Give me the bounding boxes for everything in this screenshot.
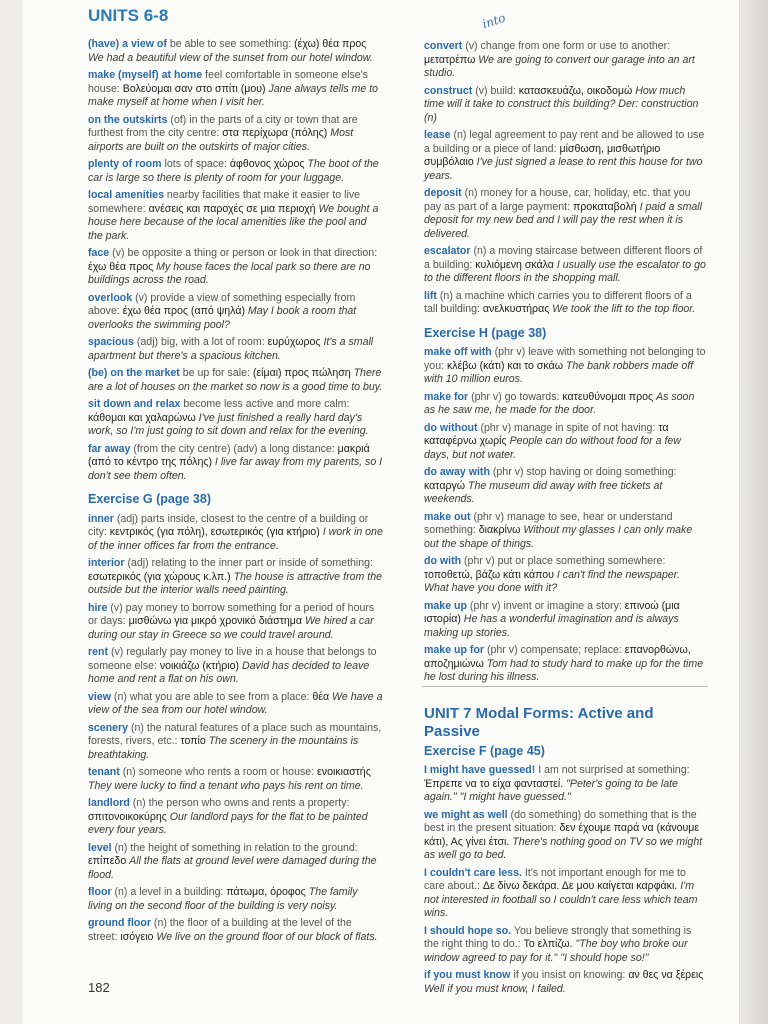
entry-greek: νοικιάζω (κτήριο)	[159, 659, 240, 672]
entry-term: scenery	[88, 721, 129, 734]
entry-term: do without	[424, 421, 478, 434]
entry-definition: (n) the person who owns and rents a property:	[129, 797, 350, 809]
entry-example: "Peter's going to be late again." "I might have guessed."	[424, 777, 678, 803]
exercise-g-heading: Exercise G (page 38)	[88, 492, 211, 506]
units-title: UNITS 6-8	[88, 6, 169, 25]
book-spine	[740, 0, 768, 1024]
entry-definition: (n) a level in a building:	[111, 886, 227, 898]
entry-greek: διακρίνω	[478, 524, 521, 536]
entry-definition: (phr v) put or place something somewhere:	[461, 555, 666, 567]
entry-greek: προκαταβολή	[573, 200, 637, 213]
entry-definition: (n) a machine which carries you to different floors of a tall building:	[424, 289, 692, 315]
entry-example: Well if you must know, I failed.	[424, 982, 566, 995]
entry-example: I live far away from my parents, so I don't see them often.	[88, 456, 383, 482]
glossary-entry	[88, 886, 384, 913]
entry-example: All the flats at ground level were damaged during the flood.	[88, 855, 377, 881]
entry-example: Most airports are built on the outskirts of major cities.	[88, 127, 354, 153]
entry-example: I can't find the newspaper. What have you done with it?	[424, 568, 680, 594]
entry-example: We bought a house here because of the local amenities like the pool and the park.	[88, 202, 379, 242]
entry-greek: ευρύχωρος	[267, 336, 321, 348]
glossary-entry	[424, 809, 706, 863]
entry-example: David has decided to leave home and rent a flat on his own.	[88, 659, 370, 685]
entry-example: We are going to convert our garage into an art studio.	[424, 53, 695, 79]
entry-example: May I book a room that overlooks the swimming pool?	[88, 305, 357, 331]
glossary-entry	[424, 644, 706, 685]
entry-greek: μετατρέπω	[424, 53, 476, 66]
entry-term: interior	[88, 557, 125, 569]
entry-term: (be) on the market	[88, 367, 180, 379]
entry-greek: (έχω) θέα προς	[294, 38, 367, 50]
glossary-entry	[88, 797, 384, 838]
entry-definition: (phr v) stop having or doing something:	[489, 466, 677, 478]
entry-definition: lots of space:	[161, 158, 230, 170]
entry-term: overlook	[88, 291, 133, 304]
entry-example: "The boy who broke our window agreed to pay for it." "I should hope so!"	[424, 938, 688, 964]
glossary-entry	[424, 290, 706, 317]
entry-definition: I am not surprised at something:	[535, 764, 690, 776]
glossary-entry	[424, 129, 706, 183]
glossary-entry	[88, 557, 384, 598]
entry-example: The house is attractive from the outside but the interior walls need painting.	[88, 570, 382, 596]
entry-definition: (phr v) leave with something not belonging to you:	[424, 346, 706, 372]
entry-definition: (adj) parts inside, closest to the centre of a building or city:	[88, 512, 369, 538]
entry-definition: (from the city centre) (adv) a long distance:	[130, 442, 338, 455]
glossary-entry	[88, 158, 384, 185]
entry-greek: εσωτερικός (για χώρους κ.λπ.)	[88, 570, 231, 583]
entry-term: level	[88, 841, 112, 854]
entry-term: do away with	[424, 466, 490, 478]
entry-greek: μίσθωση, μισθωτήριο συμβόλαιο	[424, 142, 661, 168]
glossary-entry	[424, 85, 706, 126]
entry-definition: (v) be opposite a thing or person or look in that direction:	[109, 247, 378, 259]
entry-example: How much time will it take to construct this building? Der: construction (n)	[424, 84, 699, 124]
glossary-entry	[88, 114, 384, 155]
entry-greek: ανελκυστήρας	[482, 303, 550, 315]
entry-example: We hired a car during our stay in Greece so we could travel around.	[88, 615, 374, 641]
entry-definition: (phr v) compensate; replace:	[484, 644, 625, 656]
glossary-entry	[424, 600, 706, 641]
entry-definition: if you insist on knowing:	[510, 969, 629, 981]
glossary-entry	[424, 391, 706, 418]
entry-example: Without my glasses I can only make out the shape of things.	[424, 524, 693, 550]
entry-term: make up for	[424, 644, 485, 656]
entry-greek: επινοώ (μια ιστορία)	[424, 599, 680, 625]
entry-greek: θέα	[312, 690, 330, 703]
entry-definition: (phr v) invent or imagine a story:	[466, 599, 625, 612]
entry-term: make (myself) at home	[88, 69, 203, 81]
entry-definition: (of) in the parts of a city or town that are furthest from the city centre:	[88, 113, 358, 139]
page-number: 182	[88, 980, 110, 995]
glossary-entry	[88, 766, 384, 793]
right-entries-a	[424, 40, 706, 317]
left-column	[88, 38, 384, 948]
entry-definition: You believe strongly that something is the right thing to do.:	[424, 924, 692, 950]
entry-definition: (n) a moving staircase between different floors of a building:	[424, 245, 703, 271]
entry-term: if you must know	[424, 969, 511, 981]
entry-example: The bank robbers made off with 10 million euros.	[424, 359, 694, 385]
entry-example: We had a beautiful view of the sunset from our hotel window.	[88, 51, 373, 64]
entry-definition: It's not important enough for me to care about.:	[424, 866, 686, 892]
right-entries-c	[424, 764, 706, 996]
entry-greek: επανορθώνω, αποζημιώνω	[424, 644, 691, 670]
entry-greek: Έπρεπε να το είχα φανταστεί.	[424, 777, 564, 790]
entry-term: deposit	[424, 187, 462, 199]
glossary-entry	[424, 867, 706, 921]
entry-greek: άφθονος χώρος	[229, 158, 305, 170]
entry-example: Jane always tells me to make myself at home when I visit her.	[88, 82, 379, 108]
entry-term: lease	[424, 129, 451, 141]
entry-greek: δεν έχουμε παρά να (κάνουμε κάτι), Ας γίνει έτσι.	[424, 822, 700, 848]
glossary-entry	[88, 69, 384, 110]
entry-example: I'm not interested in football so I couldn't care less which team wins.	[424, 880, 698, 919]
entry-example: As soon as he saw me, he made for the door.	[424, 390, 695, 416]
entry-definition: (phr v) go towards:	[468, 390, 563, 403]
glossary-entry	[88, 38, 384, 65]
entry-example: There are a lot of houses on the market so now is a good time to buy.	[88, 367, 383, 393]
entry-definition: (n) someone who rents a room or house:	[119, 766, 318, 778]
entry-example: I've just signed a lease to rent this house for two years.	[424, 156, 703, 182]
left-entries-b	[88, 513, 384, 945]
entry-term: we might as well	[424, 808, 508, 821]
entry-greek: στα περίχωρα (πόλης)	[222, 127, 328, 139]
entry-example: It's a small apartment but there's a spacious kitchen.	[88, 336, 374, 362]
entry-example: We have a view of the sea from our hotel window.	[88, 690, 383, 716]
entry-example: I paid a small deposit for my new bed and I will pay the rest when it is delivered.	[424, 200, 703, 240]
entry-greek: πάτωμα, όροφος	[226, 886, 306, 898]
glossary-entry	[424, 555, 706, 596]
entry-example: There's nothing good on TV so we might as well go to bed.	[424, 835, 703, 861]
entry-term: make for	[424, 390, 469, 403]
entry-term: (have) a view of	[88, 38, 167, 50]
entry-greek: κατευθύνομαι προς	[562, 390, 654, 403]
entry-greek: ενοικιαστής	[317, 766, 371, 778]
entry-greek: ισόγειο	[120, 930, 154, 943]
entry-example: The boot of the car is large so there is plenty of room for your luggage.	[88, 158, 379, 184]
entry-term: I couldn't care less.	[424, 866, 522, 879]
glossary-entry	[88, 646, 384, 687]
glossary-entry	[88, 189, 384, 243]
entry-definition: (adj) big, with a lot of room:	[133, 336, 268, 348]
entry-greek: μακριά (από το κέντρο της πόλης)	[88, 442, 370, 468]
entry-example: The museum did away with free tickets at weekends.	[424, 479, 663, 505]
entry-example: My house faces the local park so there are no buildings across the road.	[88, 260, 371, 286]
entry-example: They were lucky to find a tenant who pays his rent on time.	[88, 779, 364, 792]
glossary-entry	[424, 925, 706, 966]
entry-term: rent	[88, 646, 109, 658]
glossary-entry	[424, 764, 706, 805]
entry-term: convert	[424, 40, 463, 52]
entry-greek: Δε δίνω δεκάρα. Δε μου καίγεται καρφάκι.	[482, 880, 678, 892]
glossary-entry	[424, 245, 706, 286]
entry-greek: κεντρικός (για πόλη), εσωτερικός (για κτήριο)	[109, 526, 320, 538]
entry-example: The scenery in the mountains is breathtaking.	[88, 735, 359, 761]
entry-term: view	[88, 690, 111, 703]
entry-greek: έχω θέα προς	[88, 260, 154, 273]
glossary-entry	[88, 367, 384, 394]
glossary-entry	[88, 691, 384, 718]
entry-term: floor	[88, 886, 112, 898]
entry-greek: κάθομαι και χαλαρώνω	[88, 411, 196, 424]
glossary-entry	[88, 513, 384, 554]
entry-example: I work in one of the inner offices far from the entrance.	[88, 526, 383, 552]
entry-term: I should hope so.	[424, 924, 512, 937]
glossary-entry	[424, 40, 706, 81]
entry-definition: (v) change from one form or use to another:	[462, 40, 671, 52]
glossary-entry	[424, 969, 706, 996]
entry-term: inner	[88, 512, 114, 525]
entry-greek: κλέβω (κάτι) και το σκάω	[446, 359, 563, 372]
entry-term: face	[88, 247, 110, 259]
entry-example: Tom had to study hard to make up for the time he lost during his illness.	[424, 657, 704, 683]
unit-separator	[422, 686, 708, 687]
entry-term: on the outskirts	[88, 113, 168, 126]
left-entries-a	[88, 38, 384, 483]
entry-term: escalator	[424, 245, 471, 257]
entry-definition: become less active and more calm:	[180, 398, 350, 410]
right-column	[424, 40, 706, 1000]
glossary-entry	[424, 511, 706, 552]
entry-definition: (n) the height of something in relation to the ground:	[111, 841, 358, 854]
entry-term: make up	[424, 599, 467, 612]
entry-definition: (v) build:	[472, 84, 519, 97]
entry-greek: επίπεδο	[88, 855, 127, 867]
entry-greek: μισθώνω για μικρό χρονικό διάστημα	[128, 615, 302, 627]
entry-example: People can do without food for a few days, but not water.	[424, 435, 681, 461]
entry-definition: (phr v) manage to see, hear or understand something:	[424, 510, 673, 536]
entry-definition: be able to see something:	[166, 38, 295, 50]
entry-term: tenant	[88, 766, 120, 778]
entry-definition: (v) regularly pay money to live in a house that belongs to someone else:	[88, 646, 377, 672]
entry-term: construct	[424, 84, 473, 97]
glossary-entry	[88, 842, 384, 883]
glossary-entry	[88, 722, 384, 763]
unit7-heading: UNIT 7 Modal Forms: Active and Passive	[424, 704, 654, 740]
entry-term: spacious	[88, 336, 134, 348]
glossary-entry	[88, 292, 384, 333]
entry-definition: (v) provide a view of something especially from above:	[88, 291, 356, 317]
entry-greek: έχω θέα προς (από ψηλά)	[122, 305, 245, 317]
glossary-entry	[88, 336, 384, 363]
entry-greek: τα καταφέρνω χωρίς	[424, 421, 669, 447]
entry-definition: feel comfortable in someone else's house:	[88, 69, 368, 95]
entry-definition: be up for sale:	[179, 367, 253, 379]
entry-definition: (v) pay money to borrow something for a period of hours or days:	[88, 601, 375, 627]
entry-definition: (n) money for a house, car, holiday, etc. that you pay as part of a large payment:	[424, 187, 691, 213]
entry-greek: κυλιόμενη σκάλα	[475, 258, 554, 271]
entry-example: I've just finished a really hard day's work, so I'm just going to sit down and relax for the evening.	[88, 411, 369, 437]
entry-term: lift	[424, 289, 437, 302]
entry-definition: (n) the natural features of a place such as mountains, forests, rivers, etc.:	[88, 721, 382, 747]
glossary-entry	[424, 187, 706, 241]
entry-example: Our landlord pays for the flat to be painted every four years.	[88, 810, 368, 836]
glossary-entry	[424, 346, 706, 387]
glossary-entry	[88, 917, 384, 944]
entry-definition: (n) what you are able to see from a place:	[110, 690, 313, 703]
entry-term: far away	[88, 442, 131, 455]
entry-definition: nearby facilities that make it easier to live somewhere:	[88, 189, 361, 215]
entry-term: make off with	[424, 346, 492, 358]
entry-term: hire	[88, 601, 108, 614]
entry-term: local amenities	[88, 189, 164, 201]
entry-definition: (n) the floor of a building at the level of the street:	[88, 917, 352, 943]
entry-greek: Το ελπίζω.	[523, 938, 573, 950]
entry-term: I might have guessed!	[424, 764, 536, 776]
handwritten-annotation: into	[480, 10, 508, 32]
glossary-entry	[88, 602, 384, 643]
glossary-entry	[88, 443, 384, 484]
entry-term: make out	[424, 510, 471, 523]
entry-greek: κατασκευάζω, οικοδομώ	[518, 84, 633, 97]
entry-term: do with	[424, 555, 462, 567]
entry-term: landlord	[88, 797, 130, 809]
entry-greek: τοπίο	[180, 735, 206, 747]
entry-greek: (είμαι) προς πώληση	[252, 367, 351, 379]
glossary-entry	[88, 247, 384, 288]
entry-example: We took the lift to the top floor.	[549, 303, 696, 315]
entry-term: ground floor	[88, 917, 151, 929]
entry-term: plenty of room	[88, 158, 162, 170]
entry-example: We live on the ground floor of our block of flats.	[153, 930, 378, 943]
entry-example: He has a wonderful imagination and is always making up stories.	[424, 613, 679, 639]
entry-term: sit down and relax	[88, 398, 181, 410]
entry-greek: ανέσεις και παροχές σε μια περιοχή	[148, 202, 316, 215]
exercise-f-heading: Exercise F (page 45)	[424, 743, 545, 758]
right-entries-b	[424, 346, 706, 685]
entry-definition: (adj) relating to the inner part or inside of something:	[124, 557, 373, 569]
entry-greek: σπιτονοικοκύρης	[88, 810, 167, 823]
glossary-entry	[88, 398, 384, 439]
exercise-h-heading: Exercise H (page 38)	[424, 325, 547, 340]
entry-definition: (do something) do something that is the best in the present situation:	[424, 808, 697, 834]
entry-greek: τοποθετώ, βάζω κάτι κάπου	[424, 568, 554, 581]
entry-definition: (phr v) manage in spite of not having:	[477, 421, 659, 434]
entry-example: The family living on the second floor of the building is very noisy.	[88, 886, 358, 912]
entry-greek: Βολεύομαι σαν στο σπίτι (μου)	[122, 82, 266, 95]
entry-greek: καταργώ	[424, 479, 466, 492]
entry-definition: (n) legal agreement to pay rent and be allowed to use a building or a piece of land:	[424, 129, 705, 155]
entry-greek: αν θες να ξέρεις	[628, 969, 704, 981]
entry-example: I usually use the escalator to go to the different floors in the shopping mall.	[424, 258, 706, 284]
glossary-entry	[424, 422, 706, 463]
glossary-entry	[424, 466, 706, 507]
